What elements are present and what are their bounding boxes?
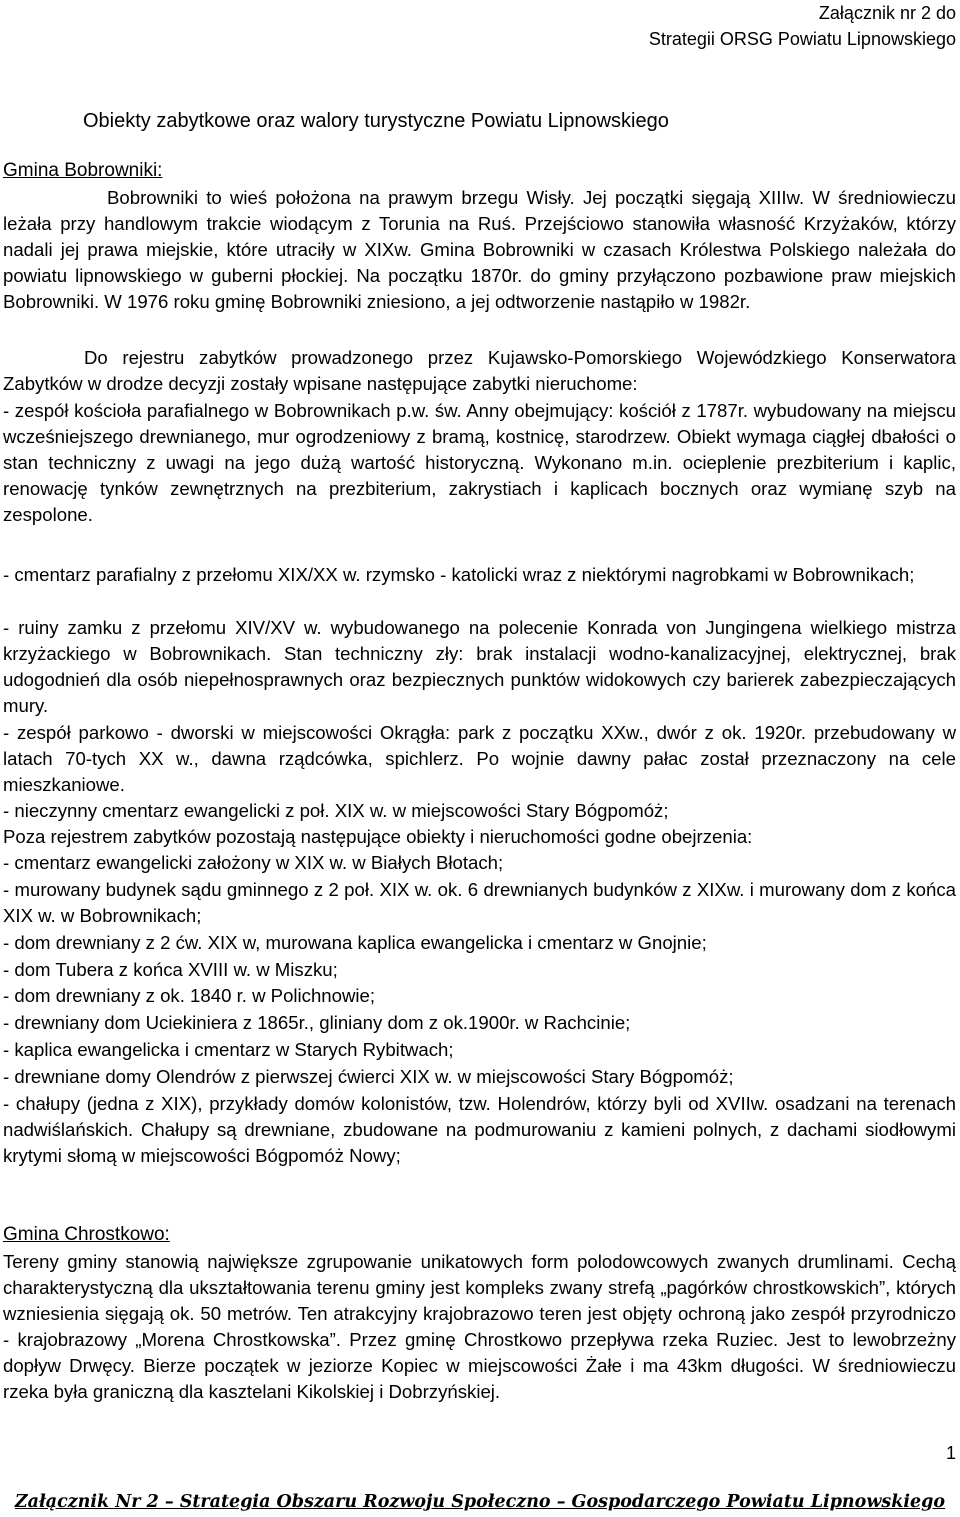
list-item-colonist-cottages: - chałupy (jedna z XIX), przykłady domów kolonistów, tzw. Holendrów, którzy byli od XVIIw. osadzani na terenach nadwiślańskich. Chałupy są drewniane, zbudowane na podmurowaniu z kamieni polnych, z dachami siodłowymi krytymi słomą w miejscowości Bógpomóż Nowy; [3,1093,956,1167]
header-line-2: Strategii ORSG Powiatu Lipnowskiego [648,29,956,49]
section-heading-chrostkowo: Gmina Chrostkowo: [3,1224,170,1245]
list-item-parish-cemetery: - cmentarz parafialny z przełomu XIX/XX w. rzymsko - katolicki wraz z niektórymi nagrobkami w Bobrownikach; [3,564,915,585]
page-number: 1 [945,1443,956,1463]
list-item-miszek: - dom Tubera z końca XVIII w. w Miszku; [3,959,338,980]
paragraph-bobrowniki-history: Bobrowniki to wieś położona na prawym brzegu Wisły. Jej początki sięgają XIIIw. W średniowieczu leżała przy handlowym trakcie wiodącym z Torunia na Ruś. Przejściowo stanowiła własność Krzyżaków, którzy nadali jej prawa miejskie, które utraciły w XIXw. Gmina Bobrowniki w czasach Królestwa Polskiego należała do powiatu lipnowskiego w guberni płockiej. Na początku 1870r. do gminy przyłączono pozbawione praw miejskich Bobrowniki. W 1976 roku gminę Bobrowniki zniesiono, a jej odtworzenie nastąpiło w 1982r. [3,187,956,313]
footer-caption: Załącznik Nr 2 – Strategia Obszaru Rozwoju Społeczno – Gospodarczego Powiatu Lipnowskiego [14,1492,946,1512]
list-item-olendrzy-houses: - drewniane domy Olendrów z pierwszej ćwierci XIX w. w miejscowości Stary Bógpomóż; [3,1066,734,1087]
list-item-rachcin: - drewniany dom Uciekiniera z 1865r., gliniany dom z ok.1900r. w Rachcinie; [3,1012,631,1033]
paragraph-non-registered-intro: Poza rejestrem zabytków pozostają następujące obiekty i nieruchomości godne obejrzenia: [3,826,753,847]
list-item-evangelical-cemetery: - nieczynny cmentarz ewangelicki z poł. XIX w. w miejscowości Stary Bógpomóż; [3,800,669,821]
list-item-court-building: - murowany budynek sądu gminnego z 2 poł. XIX w. ok. 6 drewnianych budynków z XIXw. i murowany dom z końca XIX w. w Bobrownikach; [3,879,956,927]
list-item-manor-park: - zespół parkowo - dworski w miejscowości Okrągła: park z początku XXw., dwór z ok. 1920r. przebudowany w latach 70-tych XX w., dawna rządcówka, spichlerz. Po wojnie dawny pałac został przeznaczony na cele mieszkaniowe. [3,722,956,796]
list-item-stare-rybitwy: - kaplica ewangelicka i cmentarz w Starych Rybitwach; [3,1039,454,1060]
header-line-1: Załącznik nr 2 do [818,3,956,23]
list-item-biale-bloto: - cmentarz ewangelicki założony w XIX w. w Białych Błotach; [3,852,504,873]
list-item-polichnowo: - dom drewniany z ok. 1840 r. w Polichnowie; [3,985,376,1006]
list-item-gnojno: - dom drewniany z 2 ćw. XIX w, murowana kaplica ewangelicka i cmentarz w Gnojnie; [3,932,707,953]
paragraph-registry-intro: Do rejestru zabytków prowadzonego przez Kujawsko-Pomorskiego Wojewódzkiego Konserwatora Zabytków w drodze decyzji zostały wpisane następujące zabytki nieruchome: [3,347,956,395]
section-heading-bobrowniki: Gmina Bobrowniki: [3,160,163,181]
list-item-castle-ruins: - ruiny zamku z przełomu XIV/XV w. wybudowanego na polecenie Konrada von Jungingena wielkiego mistrza krzyżackiego w Bobrownikach. Stan techniczny zły: brak instalacji wodno-kanalizacyjnej, elektrycznej, brak udogodnień dla osób niepełnosprawnych oraz bezpiecznych punktów widokowych czy barierek zabezpieczających mury. [3,617,956,717]
document-title: Obiekty zabytkowe oraz walory turystyczne Powiatu Lipnowskiego [83,110,669,132]
list-item-church-complex: - zespół kościoła parafialnego w Bobrownikach p.w. św. Anny obejmujący: kościół z 1787r. wybudowany na miejscu wcześniejszego drewnianego, mur ogrodzeniowy z bramą, kostnicę, starodrzew. Obiekt wymaga ciągłej dbałości o stan techniczny z uwagi na jego dużą wartość historyczną. Wykonano m.in. ocieplenie prezbiterium i kaplic, renowację tynków zewnętrznych na prezbiterium, zakrystiach i kaplicach bocznych oraz wymianę szyb na zespolone. [3,400,956,526]
paragraph-chrostkowo-landscape: Tereny gminy stanowią największe zgrupowanie unikatowych form polodowcowych zwanych drumlinami. Cechą charakterystyczną dla ukształtowania terenu gminy jest kompleks zwany strefą „pagórków chrostkowskich”, których wzniesienia sięgają ok. 50 metrów. Ten atrakcyjny krajobrazowo teren jest objęty ochroną jako zespół przyrodniczo - krajobrazowy „Morena Chrostkowska”. Przez gminę Chrostkowo przepływa rzeka Ruziec. Jest to lewobrzeżny dopływ Drwęcy. Bierze początek w jeziorze Kopiec w miejscowości Żałe i ma 43km długości. W średniowieczu rzeka była graniczną dla kasztelani Kikolskiej i Dobrzyńskiej. [3,1251,956,1403]
